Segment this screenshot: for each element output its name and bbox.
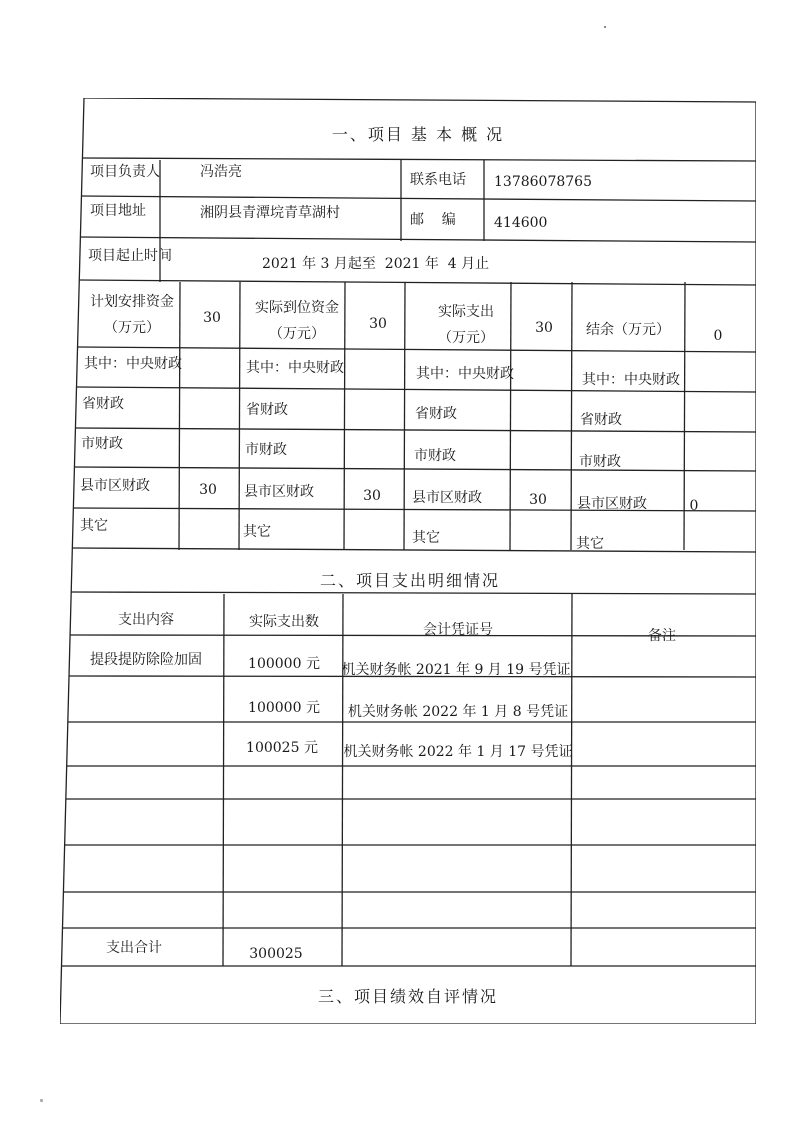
received-label-line2: （万元） [269, 326, 325, 342]
fund-value: 0 [689, 498, 699, 514]
fund-label: 其它 [412, 530, 440, 546]
section2-title: 二、项目支出明细情况 [319, 571, 501, 590]
expense-amount: 100025 元 [246, 740, 318, 756]
expense-content: 提段提防除险加固 [90, 652, 202, 668]
scan-speck [604, 26, 606, 28]
fund-label: 其它 [243, 524, 271, 540]
section1-title: 一、项目 基 本 概 况 [331, 125, 505, 144]
spent-value: 30 [535, 320, 553, 336]
planned-label-line1: 计划安排资金 [90, 294, 174, 310]
leader-value: 冯浩亮 [200, 164, 242, 180]
expense-amount: 100000 元 [248, 656, 320, 672]
expense-voucher: 机关财务帐 2022 年 1 月 8 号凭证 [347, 704, 569, 720]
period-label: 项目起止时间 [88, 248, 172, 264]
fund-label: 省财政 [246, 402, 288, 418]
fund-label: 其它 [576, 536, 604, 552]
planned-label-line2: （万元） [104, 320, 160, 336]
phone-label: 联系电话 [410, 172, 466, 188]
fund-label: 省财政 [82, 396, 124, 412]
fund-label: 其中：中央财政 [582, 372, 680, 388]
planned-value: 30 [203, 310, 221, 326]
fund-label: 其中：中央财政 [416, 366, 514, 382]
address-label: 项目地址 [90, 203, 146, 219]
fund-value: 30 [363, 488, 381, 504]
phone-value: 13786078765 [494, 174, 592, 190]
fund-label: 市财政 [81, 436, 123, 452]
scan-speck [40, 1099, 43, 1102]
fund-label: 其它 [80, 518, 108, 534]
received-value: 30 [369, 316, 387, 332]
postcode-label: 邮 编 [410, 212, 456, 228]
expense-amount: 100000 元 [248, 700, 320, 716]
address-value: 湘阴县青潭垸青草湖村 [200, 205, 340, 221]
fund-value: 30 [529, 492, 547, 508]
total-value: 300025 [249, 946, 303, 962]
spent-label-line1: 实际支出 [438, 304, 494, 320]
fund-label: 市财政 [414, 448, 456, 464]
fund-label: 县市区财政 [80, 478, 150, 494]
total-label: 支出合计 [106, 940, 162, 956]
fund-label: 省财政 [580, 412, 622, 428]
balance-label: 结余（万元） [586, 322, 670, 338]
received-label-line1: 实际到位资金 [255, 300, 339, 316]
postcode-value: 414600 [494, 215, 548, 231]
balance-value: 0 [713, 328, 723, 344]
period-value: 2021 年 3 月起至 2021 年 4 月止 [262, 256, 490, 272]
section3-title: 三、项目绩效自评情况 [317, 987, 499, 1006]
fund-label: 县市区财政 [244, 484, 314, 500]
fund-label: 省财政 [415, 406, 457, 422]
project-form [60, 98, 756, 1024]
expense-voucher: 机关财务帐 2022 年 1 月 17 号凭证 [343, 744, 573, 760]
col-header-content: 支出内容 [118, 612, 174, 628]
form-grid [60, 98, 756, 1024]
leader-label: 项目负责人 [90, 164, 160, 180]
fund-label: 市财政 [245, 442, 287, 458]
fund-label: 市财政 [579, 454, 621, 470]
col-header-amount: 实际支出数 [249, 614, 319, 630]
fund-value: 30 [199, 482, 217, 498]
expense-voucher: 机关财务帐 2021 年 9 月 19 号凭证 [341, 662, 571, 678]
col-header-voucher: 会计凭证号 [423, 622, 493, 638]
col-header-remark: 备注 [648, 628, 676, 644]
fund-label: 其中：中央财政 [84, 356, 182, 372]
fund-label: 县市区财政 [577, 496, 647, 512]
fund-label: 其中：中央财政 [246, 360, 344, 376]
fund-label: 县市区财政 [412, 490, 482, 506]
spent-label-line2: （万元） [438, 330, 494, 346]
